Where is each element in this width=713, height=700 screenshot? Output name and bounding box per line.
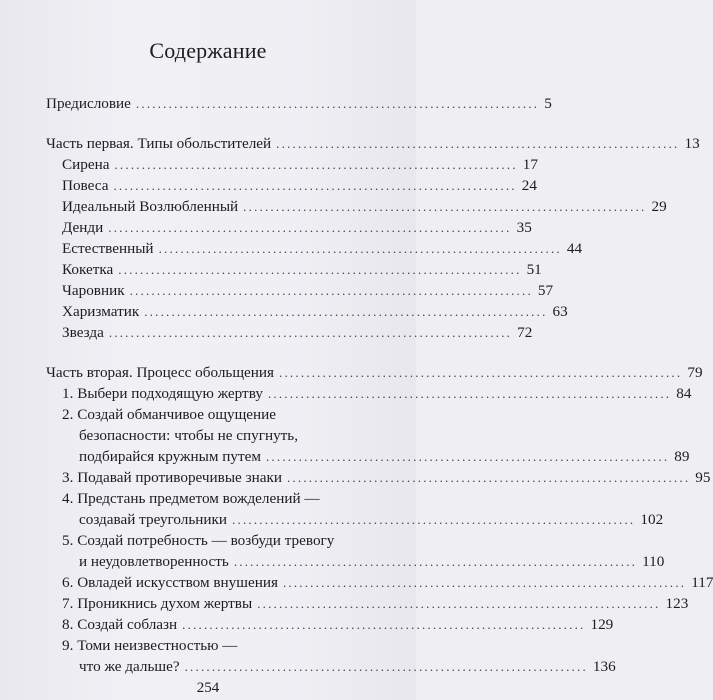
toc-entry-part1-item: [62, 240, 583, 258]
toc-entry-line: безопасности: чтобы не спугнуть,: [79, 427, 299, 444]
toc-entry-label: 8. Создай соблазн: [62, 616, 178, 633]
toc-entry-page: 129: [590, 616, 614, 633]
toc-leader-dots: ..........................................................................: [113, 178, 517, 193]
toc-leader-dots: ..........................................................................: [135, 96, 540, 111]
toc-leader-dots: ..........................................................................: [158, 241, 562, 256]
toc-leader-dots: ..........................................................................: [265, 449, 670, 464]
toc-entry-part2-heading: [46, 364, 703, 382]
toc-entry-label: Чаровник: [62, 282, 125, 299]
toc-entry-page: 123: [665, 595, 689, 612]
toc-entry-page: 84: [676, 385, 692, 402]
toc-entry-part2-item: [62, 385, 692, 403]
toc-entry-page: 51: [526, 261, 542, 278]
toc-entry-label: Естественный: [62, 240, 154, 257]
toc-entry-label: Сирена: [62, 156, 110, 173]
toc-leader-dots: ..........................................................................: [114, 157, 518, 172]
toc-entry-page: 72: [517, 324, 533, 341]
toc-entry-page: 5: [544, 95, 552, 112]
toc-entry-part2-item: [79, 553, 665, 571]
page-number: 254: [196, 680, 220, 696]
toc-entry-line: 4. Предстань предметом вожделений —: [62, 490, 320, 507]
toc-entry-part2-item: [79, 658, 616, 676]
toc-leader-dots: ..........................................................................: [276, 136, 680, 151]
toc-entry-label: Часть первая. Типы обольстителей: [46, 135, 272, 152]
toc-entry-label: 6. Овладей искусством внушения: [62, 574, 278, 591]
toc-entry-page: 29: [651, 198, 667, 215]
toc-entry-part1-item: [62, 156, 538, 174]
page-title: Содержание: [149, 38, 267, 63]
toc-entry-preface: [46, 95, 552, 113]
toc-entry-part1-item: [62, 177, 537, 195]
toc-entry-part2-item: [62, 469, 711, 487]
toc-leader-dots: ..........................................................................: [279, 365, 683, 380]
toc-leader-dots: ..........................................................................: [233, 554, 638, 569]
toc-entry-page: 35: [516, 219, 532, 236]
toc-entry-label: и неудовлетворенность: [79, 553, 229, 570]
toc-entry-label: что же дальше?: [79, 658, 180, 675]
toc-entry-part1-item: [62, 261, 542, 279]
toc-entry-page: 136: [592, 658, 616, 675]
toc-entry-label: Идеальный Возлюбленный: [62, 198, 239, 215]
toc-leader-dots: ..........................................................................: [282, 575, 687, 590]
toc-entry-part2-item: [62, 574, 713, 592]
toc-leader-dots: ..........................................................................: [243, 199, 647, 214]
toc-leader-dots: ..........................................................................: [108, 325, 513, 340]
toc-leader-dots: ..........................................................................: [108, 220, 512, 235]
toc-entry-label: 7. Проникнись духом жертвы: [62, 595, 253, 612]
toc-leader-dots: ..........................................................................: [286, 470, 691, 485]
toc-entry-page: 63: [552, 303, 568, 320]
toc-entry-line: 2. Создай обманчивое ощущение: [62, 406, 277, 423]
toc-entry-label: Повеса: [62, 177, 109, 194]
toc-entry-page: 89: [674, 448, 690, 465]
toc-entry-page: 24: [521, 177, 537, 194]
toc-entry-part2-item: [79, 448, 690, 466]
toc-entry-label: Харизматик: [62, 303, 140, 320]
toc-entry-part2-item: [62, 616, 614, 634]
toc-entry-label: 1. Выбери подходящую жертву: [62, 385, 263, 402]
toc-entry-part1-heading: [46, 135, 700, 153]
toc-entry-line: 9. Томи неизвестностью —: [62, 637, 238, 654]
toc-leader-dots: ..........................................................................: [267, 386, 672, 401]
toc-entry-part1-item: [62, 282, 554, 300]
toc-entry-part2-item: [62, 595, 689, 613]
toc-leader-dots: ..........................................................................: [232, 512, 636, 527]
toc-entry-label: Звезда: [62, 324, 104, 341]
toc-leader-dots: ..........................................................................: [182, 617, 586, 632]
toc-entry-part1-item: [62, 324, 533, 342]
toc-entry-label: Кокетка: [62, 261, 114, 278]
toc-entry-label: Предисловие: [46, 95, 131, 112]
toc-entry-page: 13: [684, 135, 700, 152]
toc-entry-page: 44: [566, 240, 583, 257]
toc-entry-label: Часть вторая. Процесс обольщения: [46, 364, 275, 381]
toc-leader-dots: ..........................................................................: [144, 304, 548, 319]
toc-entry-page: 17: [522, 156, 538, 173]
toc-entry-part1-item: [62, 303, 568, 321]
toc-entry-page: 110: [642, 553, 665, 570]
toc-entry-line: 5. Создай потребность — возбуди тревогу: [62, 532, 335, 549]
toc-entry-label: создавай треугольники: [79, 511, 228, 528]
toc-leader-dots: ..........................................................................: [118, 262, 522, 277]
toc-entry-label: подбирайся кружным путем: [79, 448, 261, 465]
toc-entry-page: 79: [687, 364, 703, 381]
toc-entry-page: 102: [640, 511, 664, 528]
toc-entry-label: Денди: [62, 219, 104, 236]
toc-entry-page: 57: [537, 282, 554, 299]
toc-entry-label: 3. Подавай противоречивые знаки: [62, 469, 282, 486]
toc-entry-page: 117: [691, 574, 713, 591]
toc-leader-dots: ..........................................................................: [257, 596, 661, 611]
toc-entry-part1-item: [62, 198, 667, 216]
toc-leader-dots: ..........................................................................: [129, 283, 533, 298]
toc-entry-part2-item: [79, 511, 664, 529]
toc-leader-dots: ..........................................................................: [184, 659, 588, 674]
toc-entry-page: 95: [695, 469, 711, 486]
toc-entry-part1-item: [62, 219, 532, 237]
